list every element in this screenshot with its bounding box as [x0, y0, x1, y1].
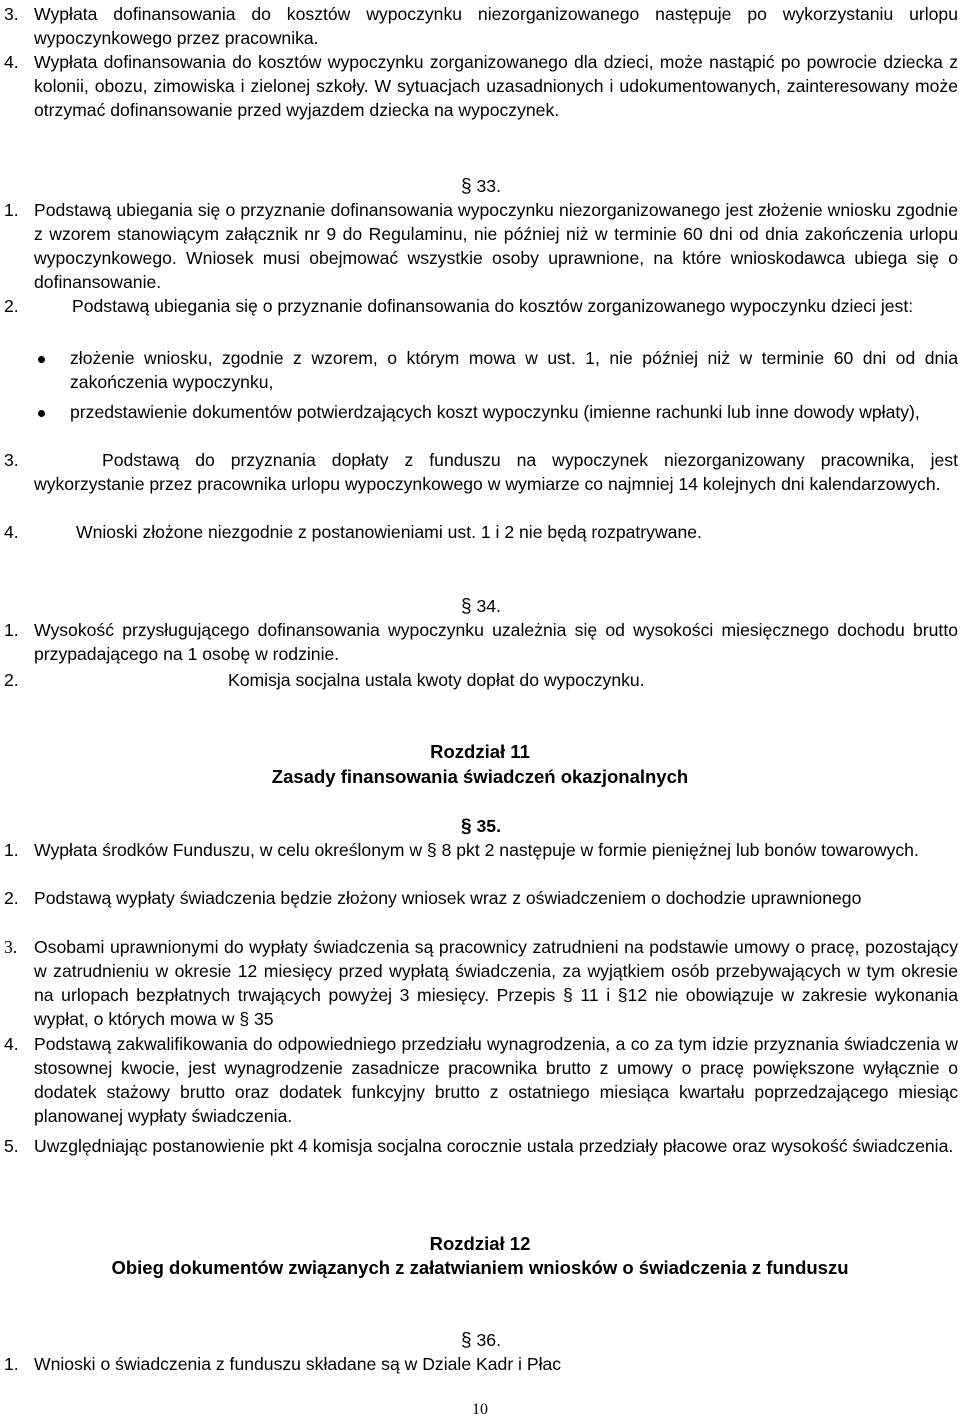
paragraph-number: 34.: [476, 596, 501, 616]
item-text: Podstawą ubiegania się o przyznanie dofinansowania do kosztów zorganizowanego wypoczynku dzieci jest:: [72, 296, 914, 316]
section-sign: §: [461, 596, 472, 617]
item-number: 1.: [4, 200, 19, 220]
list-item: [4, 668, 958, 692]
item-text: Komisja socjalna ustala kwoty dopłat do wypoczynku.: [228, 670, 645, 690]
bullet-dot: [38, 356, 45, 363]
item-text: Podstawą ubiegania się o przyznanie dofinansowania wypoczynku niezorganizowanego jest złożenie wniosku zgodnie z wzorem stanowiącym załącznik nr 9 do Regulaminu, nie później niż w terminie 60 dni od dnia zakończenia urlopu wypoczynkowego. Wniosek musi obejmować wszystkie osoby uprawnione, na które wnioskodawca ubiega się o dofinansowanie.: [34, 200, 958, 292]
paragraph-number: 36.: [476, 1330, 501, 1350]
paragraph-number: 33.: [476, 176, 501, 196]
item-text: Wnioski złożone niezgodnie z postanowieniami ust. 1 i 2 nie będą rozpatrywane.: [76, 522, 702, 542]
paragraph-heading-36: [4, 1328, 958, 1353]
list-item: [4, 294, 958, 318]
bullet-dot: [38, 410, 45, 417]
list-item: [4, 838, 958, 862]
bullet-text: złożenie wniosku, zgodnie z wzorem, o którym mowa w ust. 1, nie później niż w terminie 60 dni od dnia zakończenia wypoczynku,: [70, 348, 958, 392]
item-number: 2.: [4, 888, 19, 908]
chapter-subtitle: Obieg dokumentów związanych z załatwianiem wniosków o świadczenia z funduszu: [111, 1257, 849, 1278]
item-number: 5.: [4, 1136, 19, 1156]
item-text: Podstawą do przyznania dopłaty z funduszu na wypoczynek niezorganizowany pracownika, jest wykorzystanie przez pracownika urlopu wypoczynkowego w wymiarze co najmniej 14 kolejnych dni kalendarzowych.: [34, 450, 958, 494]
item-number: 3.: [4, 4, 19, 24]
item-text: Wysokość przysługującego dofinansowania wypoczynku uzależnia się od wysokości miesięcznego dochodu brutto przypadającego na 1 osobę w rodzinie.: [34, 620, 958, 664]
list-item: [4, 448, 958, 496]
item-number: 3.: [4, 937, 18, 957]
chapter-title: Rozdział 12: [429, 1233, 531, 1254]
section-sign: §: [461, 816, 472, 837]
item-number: 2.: [4, 670, 19, 690]
item-text: Uwzględniając postanowienie pkt 4 komisja socjalna corocznie ustala przedziały płacowe oraz wysokość świadczenia.: [34, 1136, 954, 1156]
item-text: Wypłata dofinansowania do kosztów wypoczynku zorganizowanego dla dzieci, może nastąpić po powrocie dziecka z kolonii, obozu, zimowiska i zielonej szkoły. W sytuacjach uzasadnionych i udokumentowanych, zainteresowany może otrzymać dofinansowanie przed wyjazdem dziecka na wypoczynek.: [34, 52, 958, 120]
list-item: [4, 886, 958, 910]
item-number: 1.: [4, 840, 19, 860]
item-number: 4.: [4, 522, 19, 542]
list-item: [4, 1134, 958, 1158]
list-item: [4, 2, 958, 50]
list-item: [4, 198, 958, 294]
paragraph-heading-34: [4, 594, 958, 619]
section-sign: §: [461, 1330, 472, 1351]
paragraph-number: 35.: [476, 816, 501, 836]
list-item: [4, 50, 958, 122]
item-number: 4.: [4, 1034, 19, 1054]
paragraph-heading-35: [4, 814, 958, 839]
list-item: [4, 618, 958, 666]
item-number: 1.: [4, 620, 19, 640]
page-number: 10: [472, 1401, 488, 1418]
item-number: 2.: [4, 296, 19, 316]
item-text: Wnioski o świadczenia z funduszu składane są w Dziale Kadr i Płac: [34, 1354, 562, 1374]
bullet-text: przedstawienie dokumentów potwierdzających koszt wypoczynku (imienne rachunki lub inne dowody wpłaty),: [70, 402, 920, 422]
chapter-subtitle: Zasady finansowania świadczeń okazjonalnych: [271, 766, 689, 787]
item-text: Podstawą wypłaty świadczenia będzie złożony wniosek wraz z oświadczeniem o dochodzie uprawnionego: [34, 888, 862, 908]
paragraph-heading-33: [4, 174, 958, 199]
chapter-title: Rozdział 11: [430, 741, 530, 762]
list-item: [4, 1032, 958, 1128]
item-text: Osobami uprawnionymi do wypłaty świadczenia są pracownicy zatrudnieni na podstawie umowy o pracę, pozostający w zatrudnieniu w okresie 12 miesięcy przed wypłatą świadczenia, za wyjątkiem osób przebywających w tym okresie na urlopach bezpłatnych trwających powyżej 3 miesięcy. Przepis § 11 i §12 nie obowiązuje w zakresie wykonania wypłat, o których mowa w § 35: [34, 937, 958, 1029]
item-number: 3.: [4, 450, 19, 470]
list-item: [4, 935, 958, 1031]
item-number: 4.: [4, 52, 19, 72]
list-item: [4, 520, 958, 544]
item-text: Podstawą zakwalifikowania do odpowiedniego przedziału wynagrodzenia, a co za tym idzie przyznania świadczenia w stosownej kwocie, jest wynagrodzenie zasadnicze pracownika brutto z umowy o pracę powiększone wyłącznie o dodatek stażowy brutto oraz dodatek funkcyjny brutto z ostatniego miesiąca kwartału poprzedzającego miesiąc planowanej wypłaty świadczenia.: [34, 1034, 958, 1126]
item-text: Wypłata dofinansowania do kosztów wypoczynku niezorganizowanego następuje po wykorzystaniu urlopu wypoczynkowego przez pracownika.: [34, 4, 958, 48]
list-item: [4, 1352, 958, 1376]
section-sign: §: [461, 176, 472, 197]
item-number: 1.: [4, 1354, 19, 1374]
bullet-item: [38, 346, 958, 394]
bullet-item: [38, 400, 958, 424]
item-text: Wypłata środków Funduszu, w celu określonym w § 8 pkt 2 następuje w formie pieniężnej lub bonów towarowych.: [34, 840, 919, 860]
